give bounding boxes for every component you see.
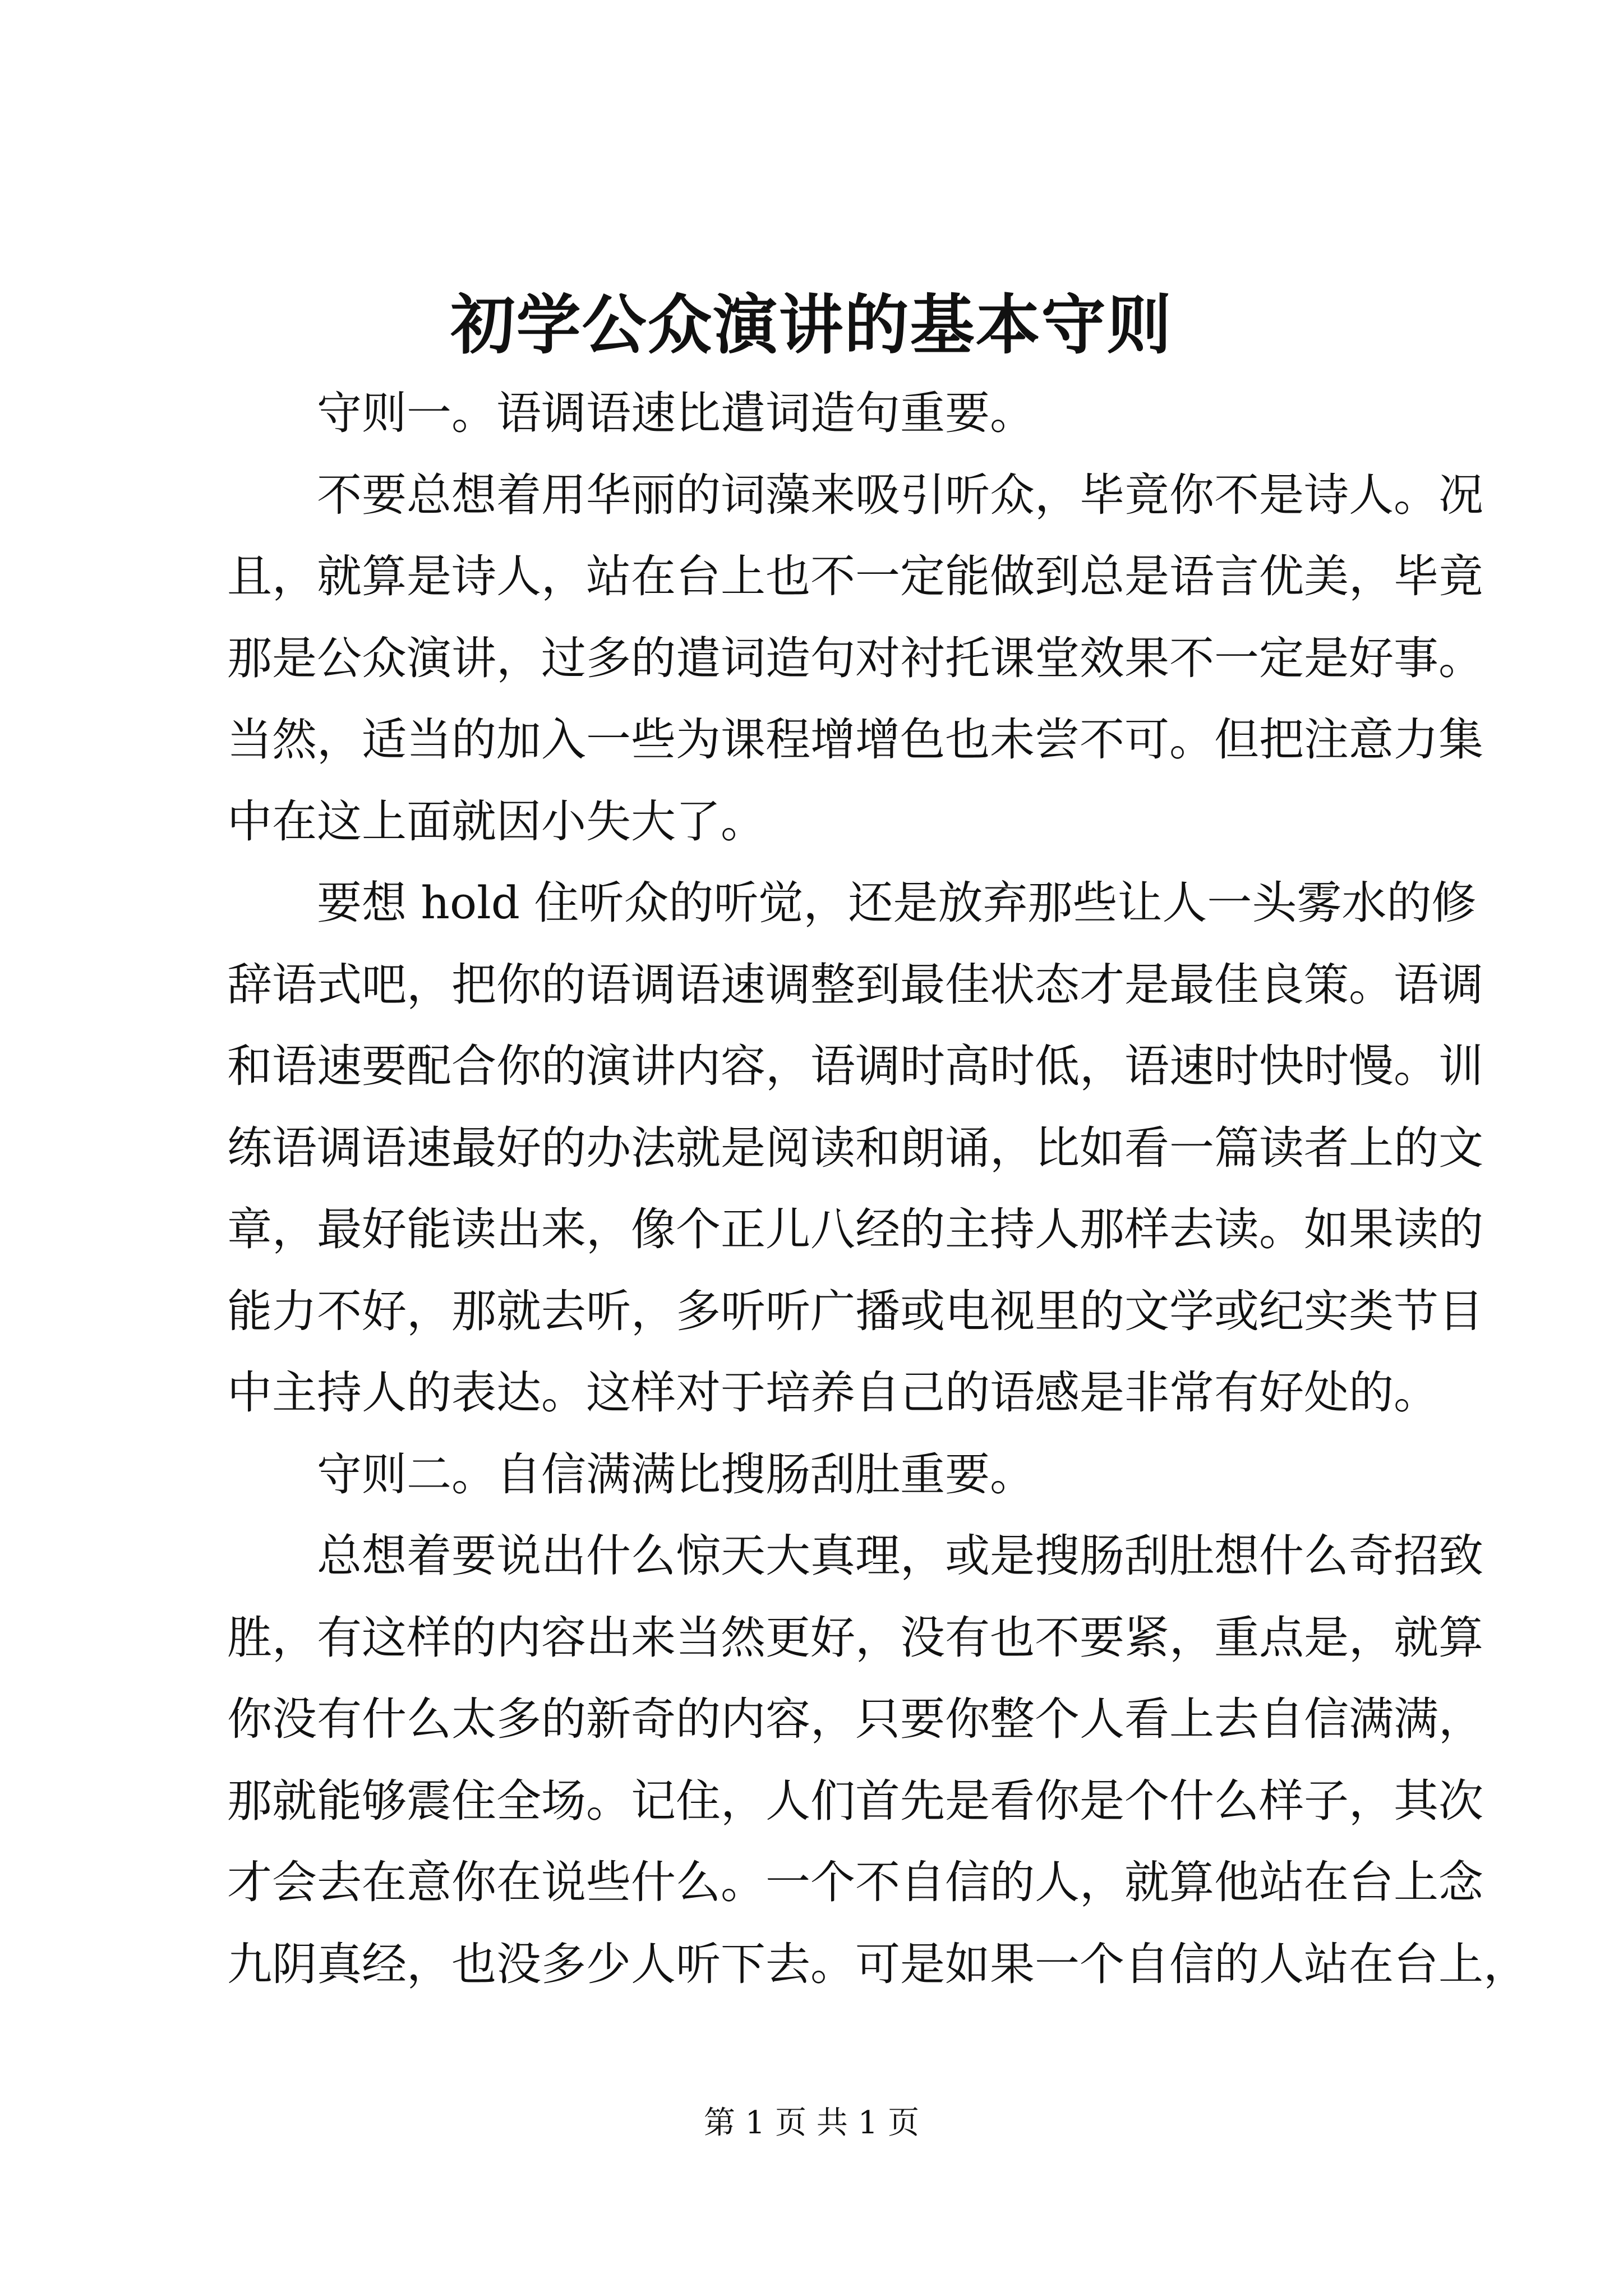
heading-rule-two: 守则二。自信满满比搜肠刮肚重要。 <box>317 1448 1035 1501</box>
paragraph-line: 胜，有这样的内容出来当然更好，没有也不要紧，重点是，就算 <box>227 1611 1483 1664</box>
paragraph-line: 中主持人的表达。这样对于培养自己的语感是非常有好处的。 <box>227 1366 1438 1419</box>
paragraph-line: 那就能够震住全场。记住，人们首先是看你是个什么样子，其次 <box>227 1774 1483 1827</box>
paragraph-line: 当然，适当的加入一些为课程增增色也未尝不可。但把注意力集 <box>227 714 1483 766</box>
paragraph-line: 你没有什么太多的新奇的内容，只要你整个人看上去自信满满， <box>227 1693 1483 1745</box>
paragraph-line: 要想 hold 住听众的听觉，还是放弃那些让人一头雾水的修 <box>317 877 1477 929</box>
paragraph-line: 且，就算是诗人，站在台上也不一定能做到总是语言优美，毕竟 <box>227 550 1483 602</box>
paragraph-line: 那是公众演讲，过多的遣词造句对衬托课堂效果不一定是好事。 <box>227 632 1483 684</box>
document-body <box>227 372 1528 2005</box>
paragraph-line: 和语速要配合你的演讲内容，语调时高时低，语速时快时慢。训 <box>227 1040 1483 1092</box>
paragraph-line: 才会去在意你在说些什么。一个不自信的人，就算他站在台上念 <box>227 1856 1483 1908</box>
page-footer: 第 1 页 共 1 页 <box>703 2105 920 2141</box>
paragraph-line: 总想着要说出什么惊天大真理，或是搜肠刮肚想什么奇招致 <box>317 1530 1483 1582</box>
paragraph-line: 九阴真经，也没多少人听下去。可是如果一个自信的人站在台上， <box>227 1938 1528 1990</box>
paragraph-line: 中在这上面就因小失大了。 <box>227 795 766 848</box>
heading-rule-one: 守则一。语调语速比遣词造句重要。 <box>317 387 1035 439</box>
paragraph-line: 不要总想着用华丽的词藻来吸引听众，毕竟你不是诗人。况 <box>317 468 1483 521</box>
paragraph-line: 章，最好能读出来，像个正儿八经的主持人那样去读。如果读的 <box>227 1203 1483 1255</box>
paragraph-line: 练语调语速最好的办法就是阅读和朗诵，比如看一篇读者上的文 <box>227 1121 1483 1174</box>
paragraph-line: 辞语式吧，把你的语调语速调整到最佳状态才是最佳良策。语调 <box>227 958 1483 1011</box>
paragraph-line: 能力不好，那就去听，多听听广播或电视里的文学或纪实类节目 <box>227 1285 1483 1337</box>
document-title: 初学公众演讲的基本守则 <box>450 287 1173 363</box>
